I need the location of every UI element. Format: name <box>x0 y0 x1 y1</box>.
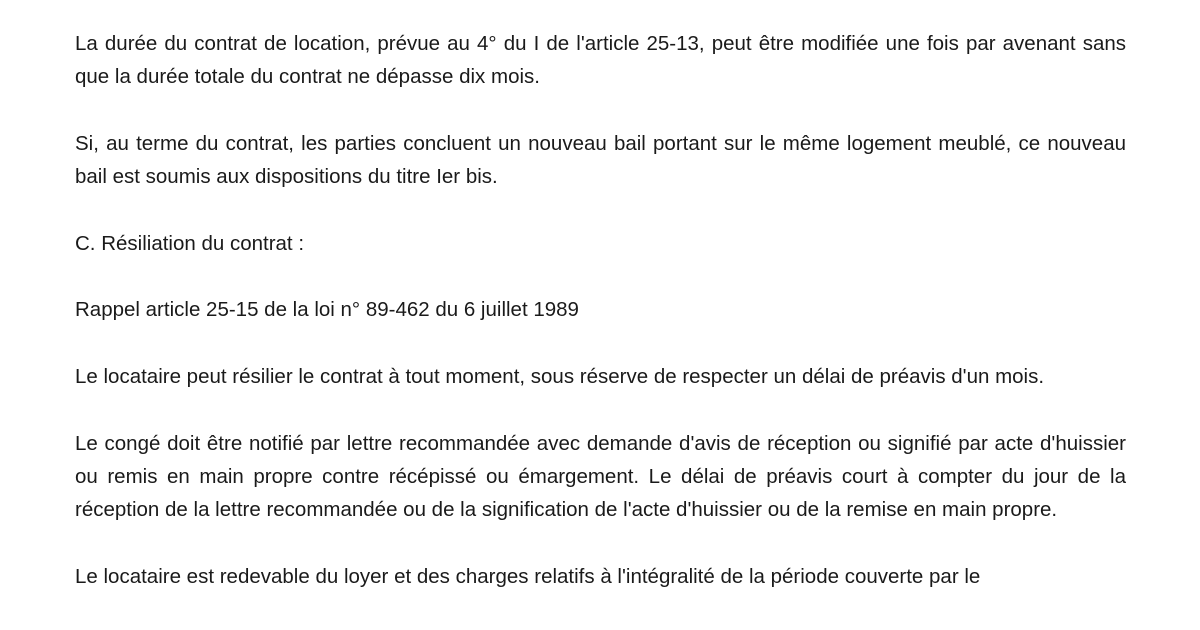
paragraph-nouveau-bail: Si, au terme du contrat, les parties concluent un nouveau bail portant sur le même logement meublé, ce nouveau bail est soumis aux dispositions du titre Ier bis. <box>75 131 1126 189</box>
paragraph-conge: Le congé doit être notifié par lettre recommandée avec demande d'avis de réception ou signifié par acte d'huissier ou remis en main propre contre récépissé ou émargement. Le délai de préavis court à compter du jour de la réception de la lettre recommandée ou de la signification de l'acte d'huissier ou de la remise en main propre. <box>75 431 1126 522</box>
paragraph-loyer-charges: Le locataire est redevable du loyer et des charges relatifs à l'intégralité de la période couverte par le <box>75 564 981 588</box>
paragraph-rappel-article: Rappel article 25-15 de la loi n° 89-462 du 6 juillet 1989 <box>75 298 579 322</box>
paragraph-duree-contrat: La durée du contrat de location, prévue au 4° du I de l'article 25-13, peut être modifiée une fois par avenant sans que la durée totale du contrat ne dépasse dix mois. <box>75 32 1126 89</box>
section-heading-resiliation: C. Résiliation du contrat : <box>75 231 305 255</box>
document-body <box>75 27 1126 626</box>
paragraph-preavis: Le locataire peut résilier le contrat à tout moment, sous réserve de respecter un délai de préavis d'un mois. <box>75 364 1045 388</box>
